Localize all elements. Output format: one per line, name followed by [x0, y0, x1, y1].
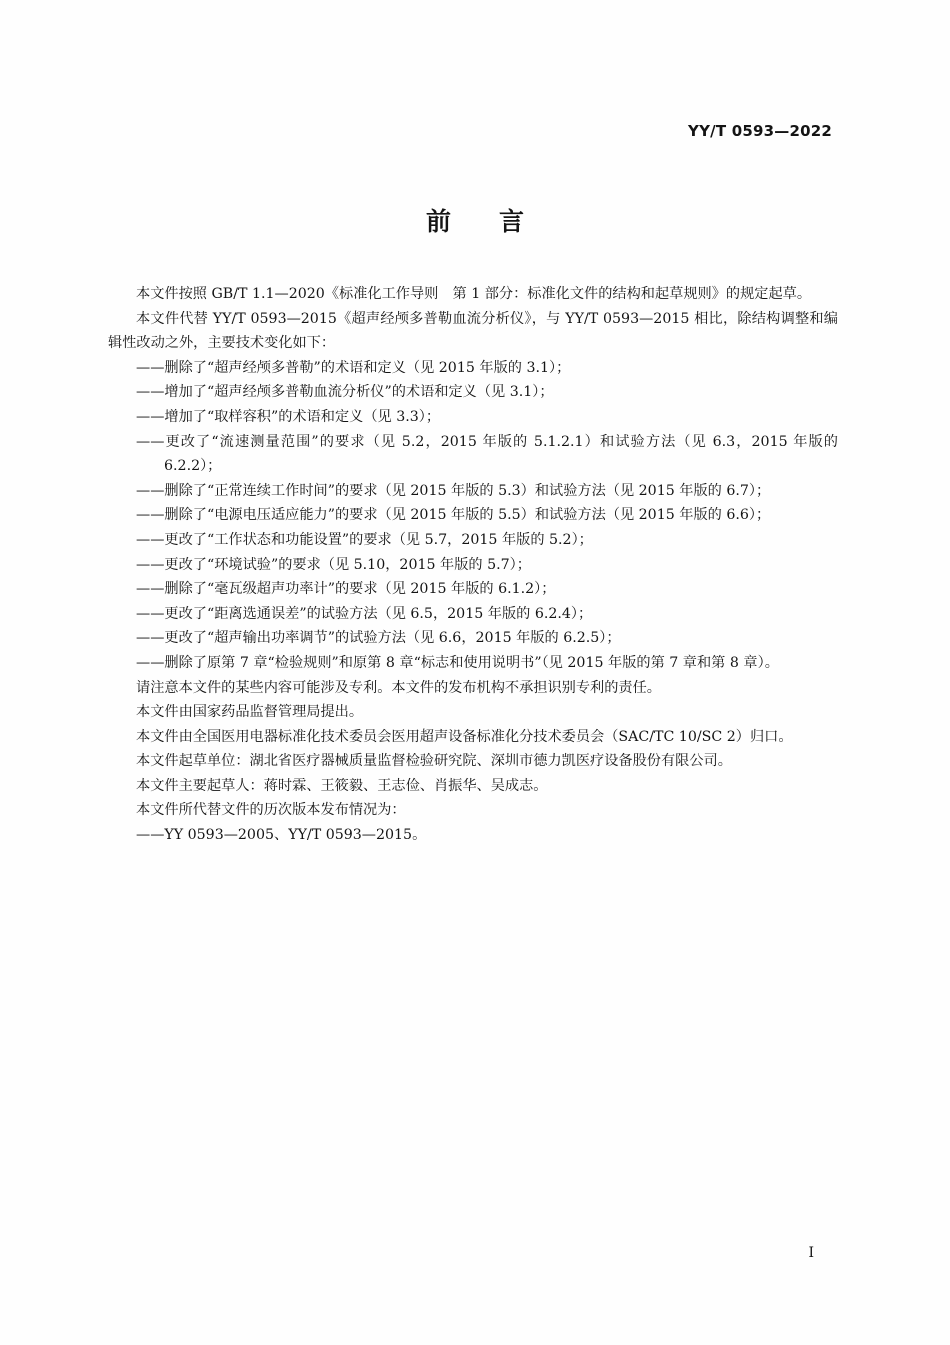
paragraph: 本文件由全国医用电器标准化技术委员会医用超声设备标准化分技术委员会（SAC/TC 10/SC 2）归口。: [136, 728, 793, 745]
change-item: ——增加了“超声经颅多普勒血流分析仪”的术语和定义（见 3.1）；: [136, 384, 554, 401]
paragraph: 本文件由国家药品监督管理局提出。: [136, 704, 364, 721]
change-item: ——更改了“环境试验”的要求（见 5.10，2015 年版的 5.7）；: [136, 556, 531, 573]
page-title: 前言: [425, 207, 572, 236]
change-item: ——更改了“距离选通误差”的试验方法（见 6.5，2015 年版的 6.2.4）；: [136, 605, 593, 622]
change-item: ——删除了原第 7 章“检验规则”和原第 8 章“标志和使用说明书”（见 2015 年版的第 7 章和第 8 章）。: [136, 654, 779, 671]
change-item: ——更改了“超声输出功率调节”的试验方法（见 6.6，2015 年版的 6.2.5）；: [136, 630, 621, 647]
change-item: ——删除了“电源电压适应能力”的要求（见 2015 年版的 5.5）和试验方法（见 2015 年版的 6.6）；: [136, 507, 771, 524]
page-number: I: [808, 1245, 814, 1261]
paragraph: 本文件起草单位：湖北省医疗器械质量监督检验研究院、深圳市德力凯医疗设备股份有限公司。: [136, 753, 732, 770]
paragraph: 本文件代替 YY/T 0593—2015《超声经颅多普勒血流分析仪》，与 YY/T 0593—2015 相比，除结构调整和编辑性改动之外，主要技术变化如下：: [108, 310, 838, 352]
change-item: ——删除了“超声经颅多普勒”的术语和定义（见 2015 年版的 3.1）；: [136, 359, 571, 376]
paragraph: 本文件所代替文件的历次版本发布情况为：: [136, 802, 406, 819]
change-item: ——删除了“正常连续工作时间”的要求（见 2015 年版的 5.3）和试验方法（见 2015 年版的 6.7）；: [136, 482, 771, 499]
change-item: ——增加了“取样容积”的术语和定义（见 3.3）；: [136, 408, 441, 425]
change-item: ——删除了“毫瓦级超声功率计”的要求（见 2015 年版的 6.1.2）；: [136, 581, 556, 598]
change-item: ——更改了“工作状态和功能设置”的要求（见 5.7，2015 年版的 5.2）；: [136, 531, 593, 548]
change-item: ——YY 0593—2005、YY/T 0593—2015。: [136, 827, 427, 844]
foreword-body: [108, 282, 838, 848]
paragraph: 本文件按照 GB/T 1.1—2020《标准化工作导则 第 1 部分：标准化文件的结构和起草规则》的规定起草。: [136, 286, 812, 302]
paragraph: 本文件主要起草人：蒋时霖、王筱毅、王志俭、肖振华、吴成志。: [136, 777, 548, 794]
standard-code: YY/T 0593—2022: [688, 122, 832, 140]
change-item: ——更改了“流速测量范围”的要求（见 5.2，2015 年版的 5.1.2.1）和试验方法（见 6.3，2015 年版的 6.2.2）；: [136, 433, 838, 475]
paragraph: 请注意本文件的某些内容可能涉及专利。本文件的发布机构不承担识别专利的责任。: [136, 679, 661, 696]
